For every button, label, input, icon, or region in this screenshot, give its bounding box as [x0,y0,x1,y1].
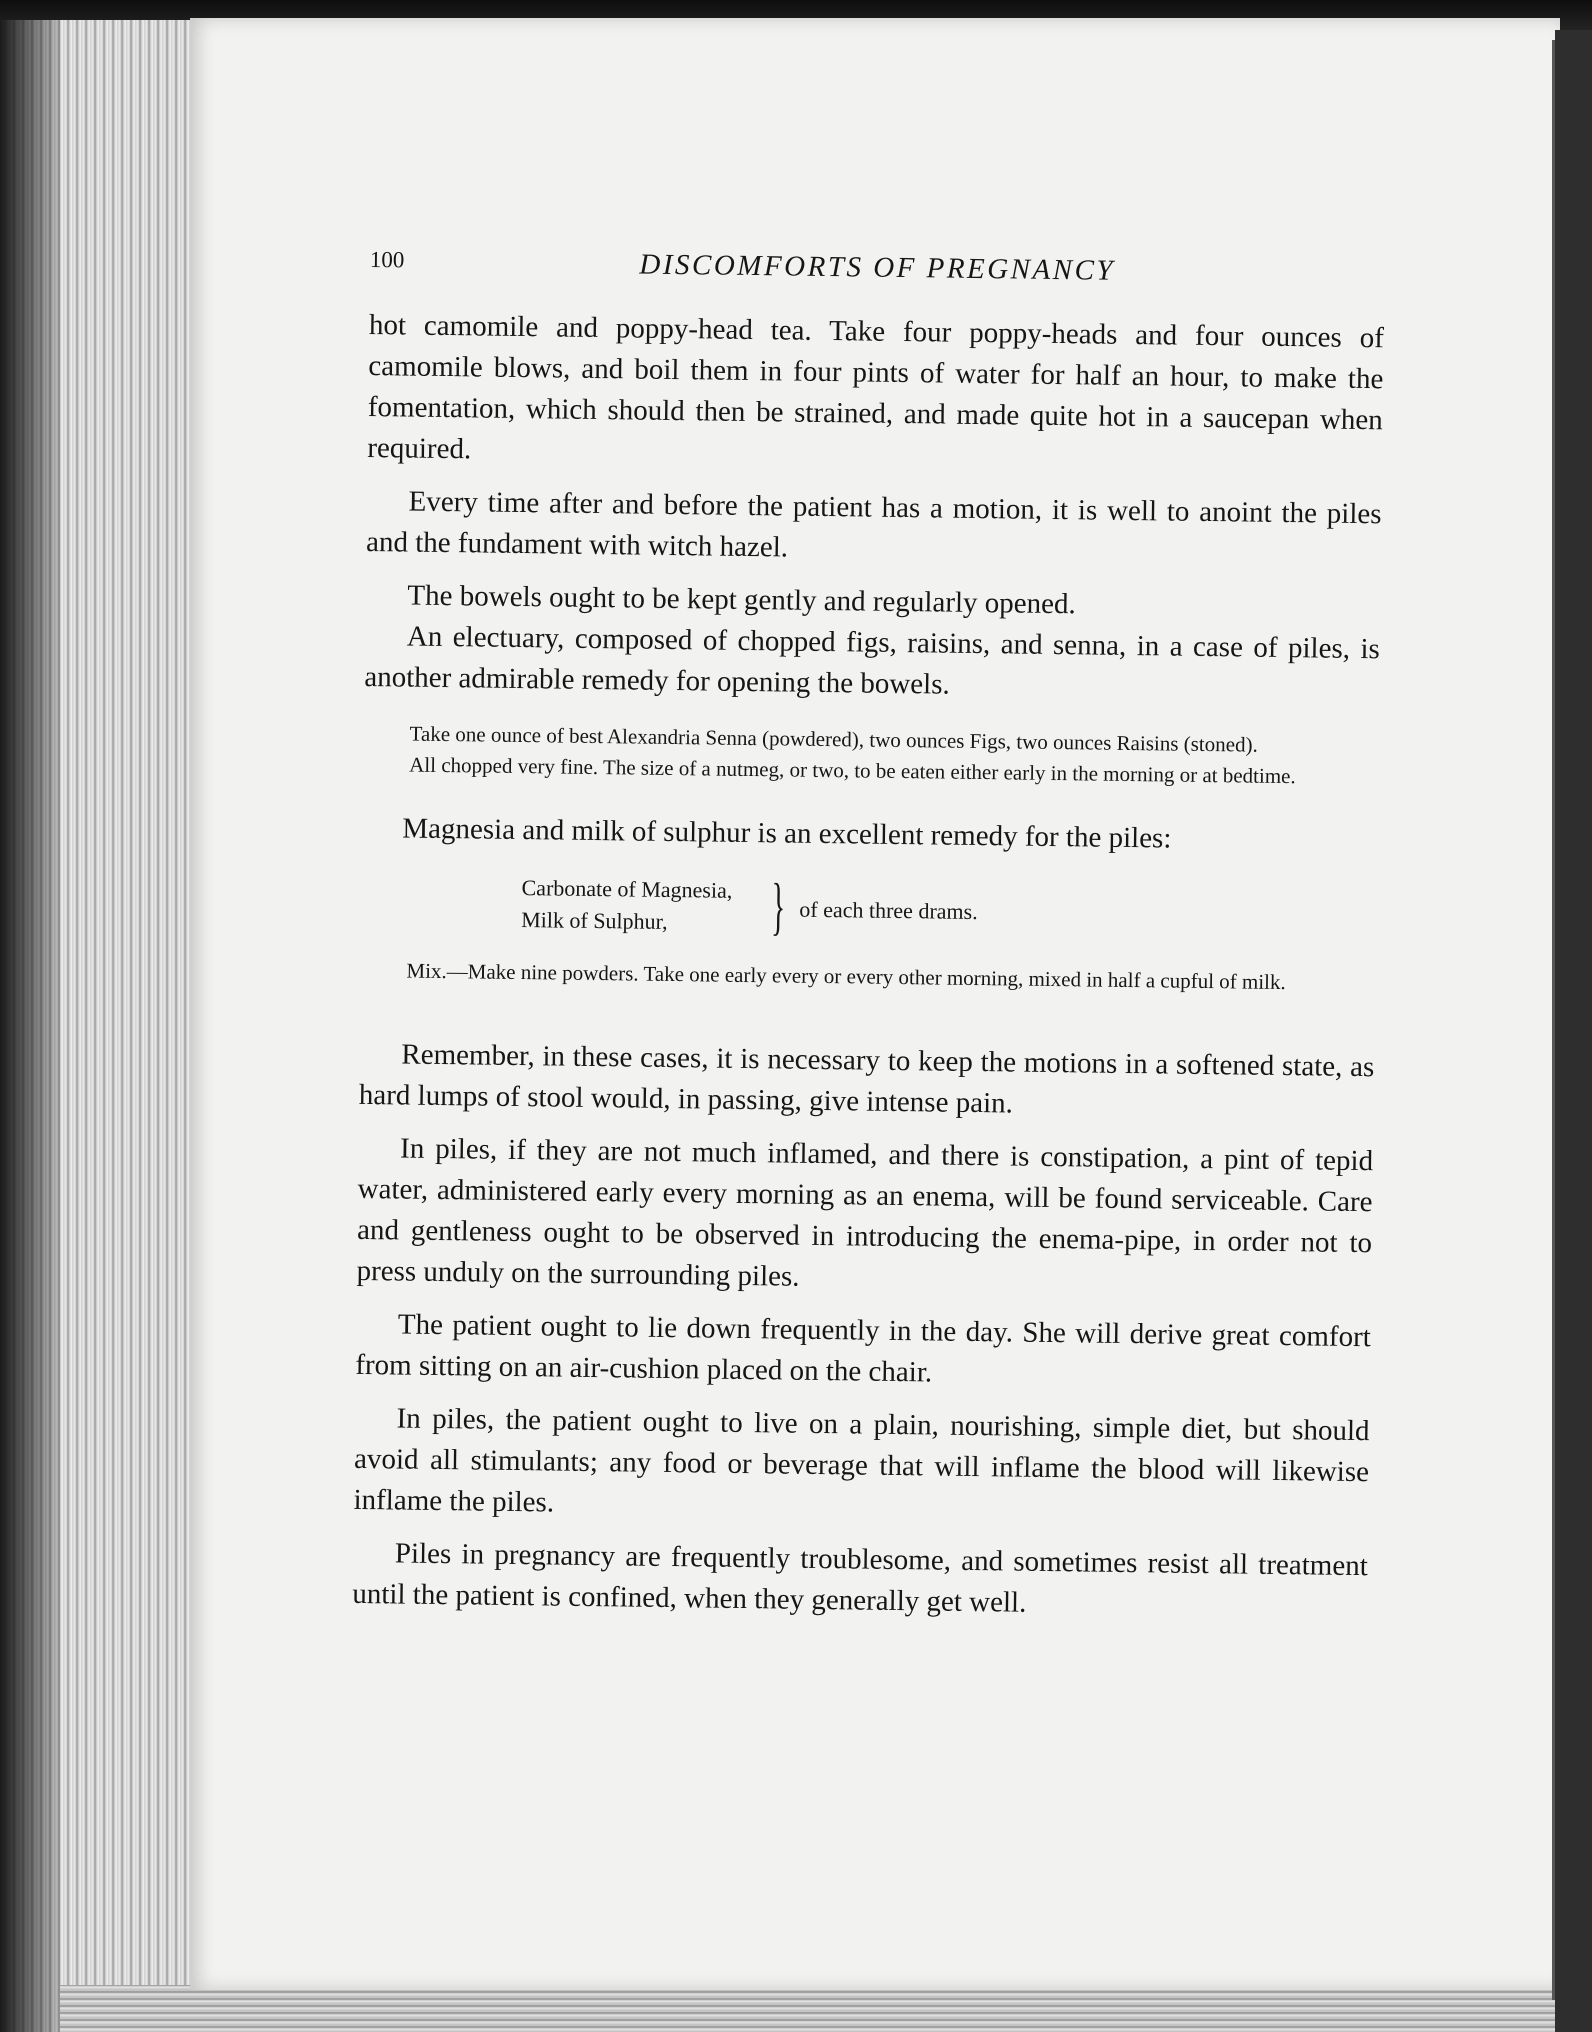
paragraph-fomentation: hot camomile and poppy-head tea. Take four poppy-heads and four ounces of camomile blows, and boil them in four pints of water for half an hour, to make the fomentation, which should then be strained, and made quite hot in a saucepan when required. [367,308,1385,466]
paragraph-witch-hazel: Every time after and before the patient has a motion, it is well to anoint the piles and the fundament with witch hazel. [365,485,1382,564]
recipe-senna: Take one ounce of best Alexandria Senna (powdered), two ounces Figs, two ounces Raisins (stoned). [409,721,1258,757]
page-number: 100 [369,246,405,273]
page-content [352,245,1385,1628]
recipe-mix: Mix.—Make nine powders. Take one early every or every other morning, mixed in half a cupful of milk. [406,958,1286,995]
paragraph-bowels: The bowels ought to be kept gently and regularly opened. [407,579,1077,621]
paragraph-diet: In piles, the patient ought to live on a plain, nourishing, simple diet, but should avoid all stimulants; any food or beverage that will inflame the blood will likewise inflame the piles. [353,1402,1370,1519]
book-bottom-edges [60,1985,1560,2032]
scan-right-border [1555,30,1592,2032]
paragraph-lie-down: The patient ought to lie down frequently in the day. She will derive great comfort from sitting on an air-cushion placed on the chair. [355,1308,1371,1389]
paragraph-enema: In piles, if they are not much inflamed, and there is constipation, a pint of tepid water, administered early every morning as an enema, will be found serviceable. Care and gentleness ought to be observed in introducing the enema-pipe, in order not to press unduly on the surrounding piles. [356,1132,1374,1293]
paragraph-pregnancy: Piles in pregnancy are frequently troublesome, and sometimes resist all treatment until the patient is confined, when they generally get well. [352,1537,1369,1619]
recipe-directions: All chopped very fine. The size of a nutmeg, or two, to be eaten either early in the morning or at bedtime. [409,752,1296,789]
paragraph-electuary: An electuary, composed of chopped figs, raisins, and senna, in a case of piles, is another admirable remedy for opening the bowels. [364,620,1381,701]
prescription-block [361,867,1377,962]
prescription-item-magnesia: Carbonate of Magnesia, [521,875,733,903]
book-spine-shadow [0,20,60,2032]
paragraph-remember: Remember, in these cases, it is necessary to keep the motions in a softened state, as hard lumps of stool would, in passing, give intense pain. [358,1038,1375,1120]
brace-symbol: } [770,870,786,942]
paragraph-magnesia: Magnesia and milk of sulphur is an excellent remedy for the piles: [402,812,1172,855]
running-head: DISCOMFORTS OF PREGNANCY [639,248,1116,287]
prescription-dose: of each three drams. [799,896,978,925]
prescription-item-sulphur: Milk of Sulphur, [521,907,668,934]
